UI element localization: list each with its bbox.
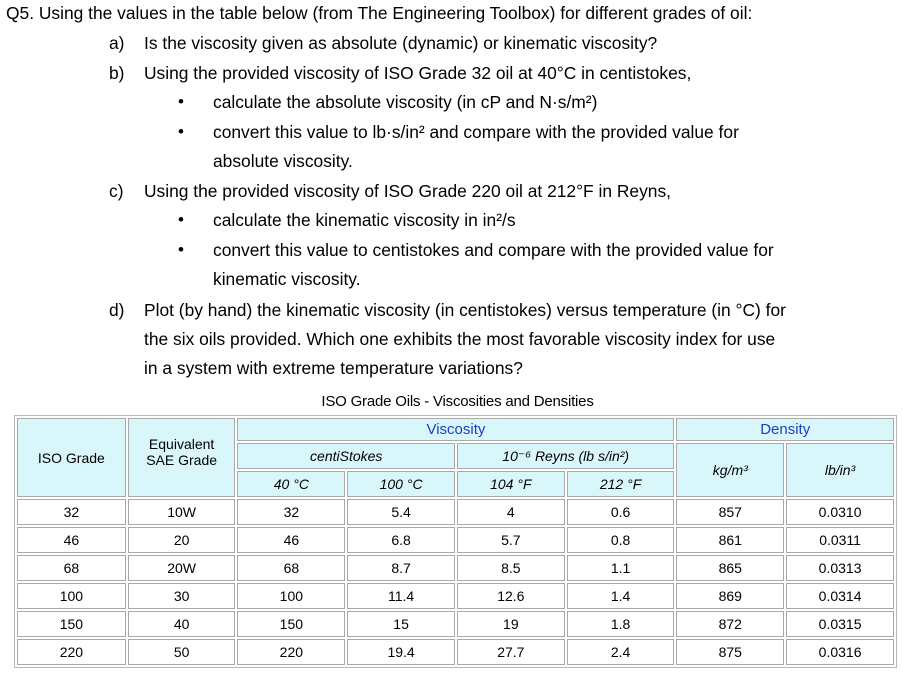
table-cell: 27.7 [457, 639, 565, 665]
table-cell: 0.0313 [786, 555, 894, 581]
table-row [17, 611, 894, 637]
table-cell: 4 [457, 499, 565, 525]
part-c-text: Using the provided viscosity of ISO Grade 220 oil at 212°F in Reyns, [144, 181, 672, 201]
table-cell: 1.1 [567, 555, 675, 581]
table-cell: 5.7 [457, 527, 565, 553]
part-b-bullet-1: calculate the absolute viscosity (in cP and N·s/m²) [213, 92, 598, 112]
bullet-icon: • [178, 240, 184, 259]
table-cell: 150 [237, 611, 345, 637]
part-a-text: Is the viscosity given as absolute (dynamic) or kinematic viscosity? [144, 33, 658, 53]
table-cell: 5.4 [347, 499, 455, 525]
table-cell: 32 [237, 499, 345, 525]
header-iso-grade: ISO Grade [17, 418, 126, 497]
table-cell: 46 [237, 527, 345, 553]
table-cell: 68 [17, 555, 126, 581]
bullet-icon: • [178, 210, 184, 229]
table-cell: 100 [17, 583, 126, 609]
table-cell: 0.0311 [786, 527, 894, 553]
table-cell: 872 [676, 611, 784, 637]
header-40c: 40 °C [237, 471, 345, 497]
part-d-line-2: the six oils provided. Which one exhibits the most favorable viscosity index for use [144, 329, 776, 349]
table-row [17, 583, 894, 609]
oil-viscosity-table [14, 415, 897, 668]
part-b-label: b) [109, 63, 125, 83]
question-title: Q5. Using the values in the table below (from The Engineering Toolbox) for different grades of oil: [6, 3, 753, 23]
table-cell: 0.0310 [786, 499, 894, 525]
table-cell: 8.5 [457, 555, 565, 581]
header-212f: 212 °F [567, 471, 675, 497]
table-cell: 0.0315 [786, 611, 894, 637]
table-cell: 1.4 [567, 583, 675, 609]
table-cell: 15 [347, 611, 455, 637]
table-cell: 865 [676, 555, 784, 581]
table-cell: 220 [237, 639, 345, 665]
table-cell: 857 [676, 499, 784, 525]
part-b-text: Using the provided viscosity of ISO Grade 32 oil at 40°C in centistokes, [144, 63, 692, 83]
table-cell: 46 [17, 527, 126, 553]
part-c-bullet-1: calculate the kinematic viscosity in in²/s [213, 210, 516, 230]
table-row [17, 527, 894, 553]
table-cell: 1.8 [567, 611, 675, 637]
table-caption-text: ISO Grade Oils - Viscosities and Densities [321, 393, 594, 410]
table-cell: 8.7 [347, 555, 455, 581]
table-cell: 12.6 [457, 583, 565, 609]
table-cell: 19.4 [347, 639, 455, 665]
table-cell: 68 [237, 555, 345, 581]
table-cell: 0.8 [567, 527, 675, 553]
table-cell: 11.4 [347, 583, 455, 609]
table-cell: 875 [676, 639, 784, 665]
table-row [17, 499, 894, 525]
header-reyns: 10⁻⁶ Reyns (lb s/in²) [457, 443, 674, 469]
table-cell: 869 [676, 583, 784, 609]
part-d-line-3: in a system with extreme temperature variations? [144, 358, 523, 378]
header-lbin3: lb/in³ [786, 443, 894, 497]
table-row [17, 639, 894, 665]
header-sae-line2: SAE Grade [146, 451, 218, 468]
table-cell: 10W [128, 499, 236, 525]
table-cell: 6.8 [347, 527, 455, 553]
table-caption [0, 393, 903, 411]
header-100c: 100 °C [347, 471, 455, 497]
bullet-icon: • [178, 122, 184, 141]
part-b-bullet-2-cont: absolute viscosity. [213, 151, 353, 171]
part-c-bullet-2: convert this value to centistokes and compare with the provided value for [213, 240, 774, 260]
table-cell: 32 [17, 499, 126, 525]
part-b-bullet-2: convert this value to lb·s/in² and compare with the provided value for [213, 122, 739, 142]
table-cell: 0.6 [567, 499, 675, 525]
header-centistokes: centiStokes [237, 443, 454, 469]
part-d-line-1: Plot (by hand) the kinematic viscosity (in centistokes) versus temperature (in °C) for [144, 300, 786, 320]
part-d-label: d) [109, 300, 125, 320]
header-kgm3: kg/m³ [676, 443, 784, 497]
table-cell: 19 [457, 611, 565, 637]
table-cell: 20 [128, 527, 236, 553]
table-cell: 0.0316 [786, 639, 894, 665]
header-sae-grade [128, 418, 236, 497]
table-cell: 2.4 [567, 639, 675, 665]
table-cell: 50 [128, 639, 236, 665]
table-cell: 100 [237, 583, 345, 609]
table-cell: 20W [128, 555, 236, 581]
part-a-label: a) [109, 33, 125, 53]
table-cell: 0.0314 [786, 583, 894, 609]
table-cell: 30 [128, 583, 236, 609]
part-c-bullet-2-cont: kinematic viscosity. [213, 269, 361, 289]
table-row [17, 555, 894, 581]
part-c-label: c) [109, 181, 124, 201]
header-104f: 104 °F [457, 471, 565, 497]
table-cell: 220 [17, 639, 126, 665]
table-cell: 40 [128, 611, 236, 637]
bullet-icon: • [178, 92, 184, 111]
table-cell: 150 [17, 611, 126, 637]
header-density: Density [676, 418, 894, 441]
header-viscosity: Viscosity [237, 418, 674, 441]
header-sae-line1: Equivalent [148, 435, 215, 452]
table-cell: 861 [676, 527, 784, 553]
